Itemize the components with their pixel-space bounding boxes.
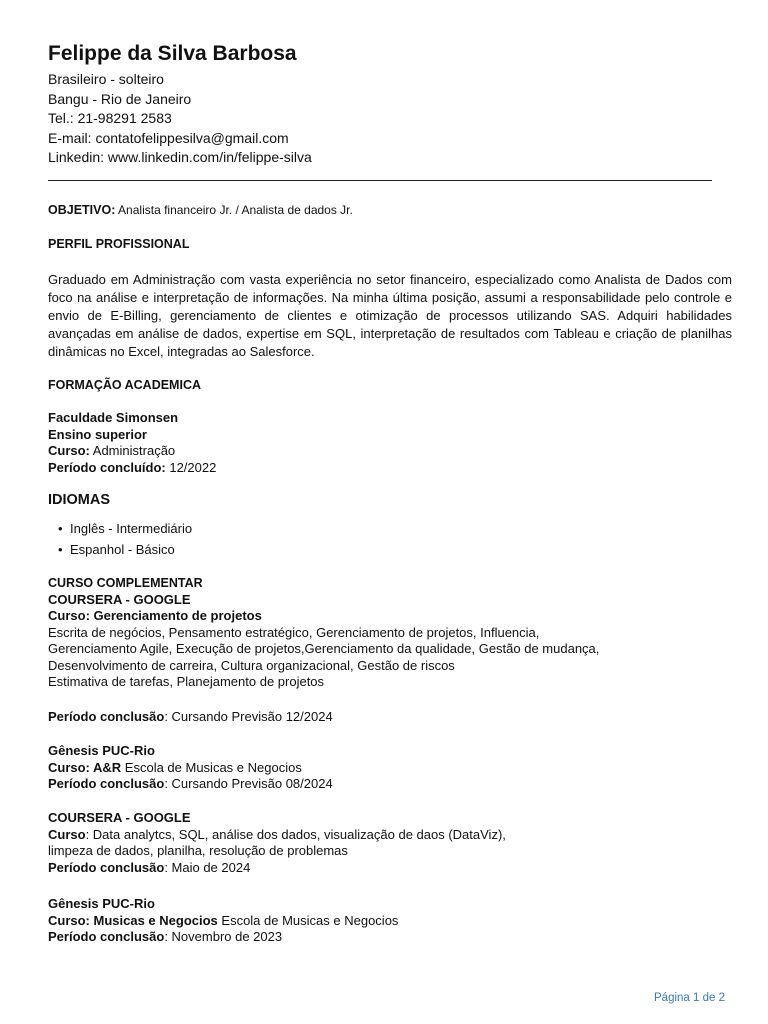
profile-title: PERFIL PROFISSIONAL	[48, 237, 190, 251]
course-value: Escola de Musicas e Negocios	[217, 912, 399, 928]
course-provider: COURSERA - GOOGLE	[48, 810, 191, 825]
language-item	[58, 518, 192, 539]
education-period	[48, 460, 216, 477]
course-period-1	[48, 709, 333, 726]
period-value: : Cursando Previsão 12/2024	[164, 709, 333, 724]
period-label: Período conclusão	[48, 709, 165, 724]
course-label: Curso	[48, 826, 86, 842]
course-value-line2: limpeza de dados, planilha, resolução de problemas	[48, 843, 348, 858]
course-topics-line: Estimativa de tarefas, Planejamento de projetos	[48, 674, 325, 689]
course-label: Curso: Musicas e Negocios	[48, 912, 218, 928]
course-topics-line: Desenvolvimento de carreira, Cultura organizacional, Gestão de riscos	[48, 657, 455, 673]
period-label: Período conclusão	[48, 859, 165, 875]
complementary-block-2	[48, 743, 333, 793]
education-period-label: Período concluído:	[48, 459, 166, 475]
phone-line: Tel.: 21-98291 2583	[48, 110, 172, 126]
objective-value: Analista financeiro Jr. / Analista de dados Jr.	[115, 203, 353, 217]
page-number: Página 1 de 2	[654, 992, 725, 1004]
education-course-label: Curso:	[48, 443, 90, 458]
course-provider: Gênesis PUC-Rio	[48, 743, 155, 758]
objective-line	[48, 203, 353, 217]
period-value: : Cursando Previsão 08/2024	[164, 776, 333, 791]
period-value: : Novembro de 2023	[164, 929, 283, 944]
course-value: : Gerenciamento de projetos	[85, 608, 262, 623]
education-institution: Faculdade Simonsen	[48, 410, 179, 425]
complementary-block-4	[48, 896, 398, 946]
contact-info	[48, 70, 312, 168]
course-value: : Data analytcs, SQL, análise dos dados, visualização de daos (DataViz),	[85, 826, 506, 842]
bullet-icon: •	[58, 521, 63, 536]
education-period-value: 12/2022	[165, 459, 217, 475]
course-label: Curso	[48, 608, 86, 623]
location-line: Bangu - Rio de Janeiro	[48, 90, 192, 107]
language-item	[58, 539, 192, 560]
education-level: Ensino superior	[48, 426, 147, 442]
candidate-name: Felippe da Silva Barbosa	[48, 42, 297, 65]
period-value: : Maio de 2024	[164, 859, 251, 875]
languages-title: IDIOMAS	[48, 492, 111, 508]
education-block	[48, 410, 216, 476]
course-provider: Gênesis PUC-Rio	[48, 896, 155, 911]
language-item-text: Espanhol - Básico	[70, 542, 175, 557]
bullet-icon: •	[58, 542, 63, 557]
complementary-title: CURSO COMPLEMENTAR	[48, 576, 203, 590]
email-line: E-mail: contatofelippesilva@gmail.com	[48, 129, 289, 146]
profile-text: Graduado em Administração com vasta experiência no setor financeiro, especializado como Analista de Dados com foco na análise e interpretação de informações. Na minha última posição, assumi a responsabilidade pelo controle e envio de E-Billing, gerenciamento de clientes e otimização de processos utilizando SAS. Adquiri habilidades avançadas em análise de dados, expertise em SQL, interpretação de resultados com Tableau e criação de planilhas dinâmicas no Excel, integradas ao Salesforce.	[48, 272, 732, 359]
course-line	[48, 608, 599, 625]
course-value: Escola de Musicas e Negocios	[121, 759, 302, 775]
course-provider: COURSERA - GOOGLE	[48, 591, 191, 607]
objective-label: OBJETIVO:	[48, 203, 116, 217]
course-label: Curso: A&R	[48, 759, 122, 775]
education-title: FORMAÇÃO ACADEMICA	[48, 378, 201, 392]
period-label: Período conclusão	[48, 776, 165, 791]
education-course	[48, 443, 216, 460]
language-item-text: Inglês - Intermediário	[70, 521, 193, 536]
period-label: Período conclusão	[48, 929, 165, 944]
complementary-block-3	[48, 810, 506, 876]
complementary-block-1	[48, 575, 599, 691]
header-divider	[48, 180, 712, 181]
linkedin-line: Linkedin: www.linkedin.com/in/felippe-silva	[48, 149, 312, 165]
nationality-line: Brasileiro - solteiro	[48, 71, 164, 87]
education-course-value: Administração	[89, 443, 176, 458]
course-topics-line: Escrita de negócios, Pensamento estratégico, Gerenciamento de projetos, Influencia,	[48, 624, 540, 640]
course-topics-line: Gerenciamento Agile, Execução de projetos,Gerenciamento da qualidade, Gestão de mudança,	[48, 641, 600, 656]
languages-list	[58, 518, 192, 560]
